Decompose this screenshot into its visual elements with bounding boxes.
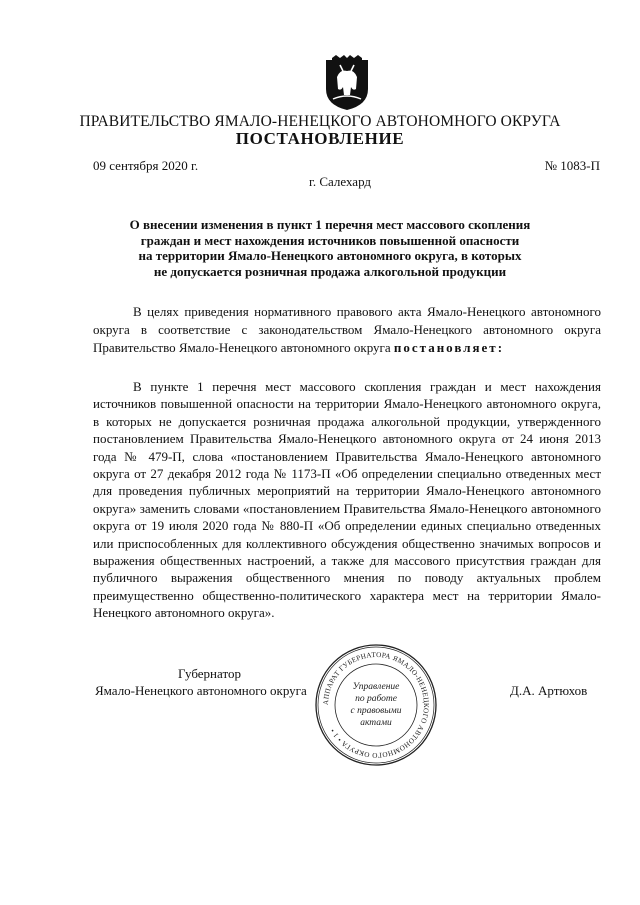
signatory-name: Д.А. Артюхов [510,683,588,698]
title-line: О внесении изменения в пункт 1 перечня мест массового скопления [129,217,531,232]
document-type: ПОСТАНОВЛЕНИЕ [235,129,405,148]
resolves-word: постановляет: [393,339,505,355]
title-line: на территории Ямало-Ненецкого автономного округа, в которых [138,248,522,263]
document-city: г. Салехард [308,174,372,189]
operative-text: В пункте 1 перечня мест массового скопления граждан и мест нахождения источников повышенной опасности на территории Ямало-Ненецкого автономного округа, в которых не допускается розничная продажа алкогольной продукции, утвержденного постановлением Правительства Ямало-Ненецкого автономного округа от 24 июня 2013 года № 479-П, слова «постановлением Правительства Ямало-Ненецкого автономного округа от 27 декабря 2012 года № 1173-П «Об определении специально отведенных мест для проведения публичных мероприятий на территории Ямало-Ненецкого автономного округа» заменить словами «постановлением Правительства Ямало-Ненецкого автономного округа от 19 июля 2020 года № 880-П «Об определении единых специально отведенных или приспособленных для коллективного обсуждения общественно значимых вопросов и выражения общественных настроений, а также для массового присутствия граждан для публичного выражения общественного мнения по поводу актуальных проблем преимущественно общественно-политического характера мест на территории Ямало-Ненецкого автономного округа». [93,379,601,621]
preamble-paragraph [93,303,601,356]
stamp-ring-text: АППАРАТ ГУБЕРНАТОРА ЯМАЛО-НЕНЕЦКОГО АВТОНОМНОГО ОКРУГА • 1 • [321,650,431,760]
signatory-region: Ямало-Ненецкого автономного округа [95,683,307,698]
stamp-center-line: по работе [355,694,397,704]
document-date: 09 сентября 2020 г. [93,158,199,173]
signatory-title: Губернатор [178,666,241,681]
stamp-center-line: с правовыми [350,706,402,716]
official-stamp [314,643,438,767]
document-title [100,217,560,279]
operative-paragraph [93,378,601,622]
stamp-center-line: актами [360,718,392,728]
title-line: граждан и мест нахождения источников повышенной опасности [140,232,520,248]
preamble-text: В целях приведения нормативного правового акта Ямало-Ненецкого автономного округа в соответствие с законодательством Ямало-Ненецкого автономного округа Правительство Ямало-Ненецкого автономного округа [93,304,601,355]
stamp-center-line: Управление [352,682,400,692]
government-name: ПРАВИТЕЛЬСТВО ЯМАЛО-НЕНЕЦКОГО АВТОНОМНОГО ОКРУГА [79,113,561,130]
title-line: не допускается розничная продажа алкогольной продукции [153,263,507,279]
document-number: № 1083-П [544,158,600,173]
coat-of-arms-emblem [323,55,371,112]
